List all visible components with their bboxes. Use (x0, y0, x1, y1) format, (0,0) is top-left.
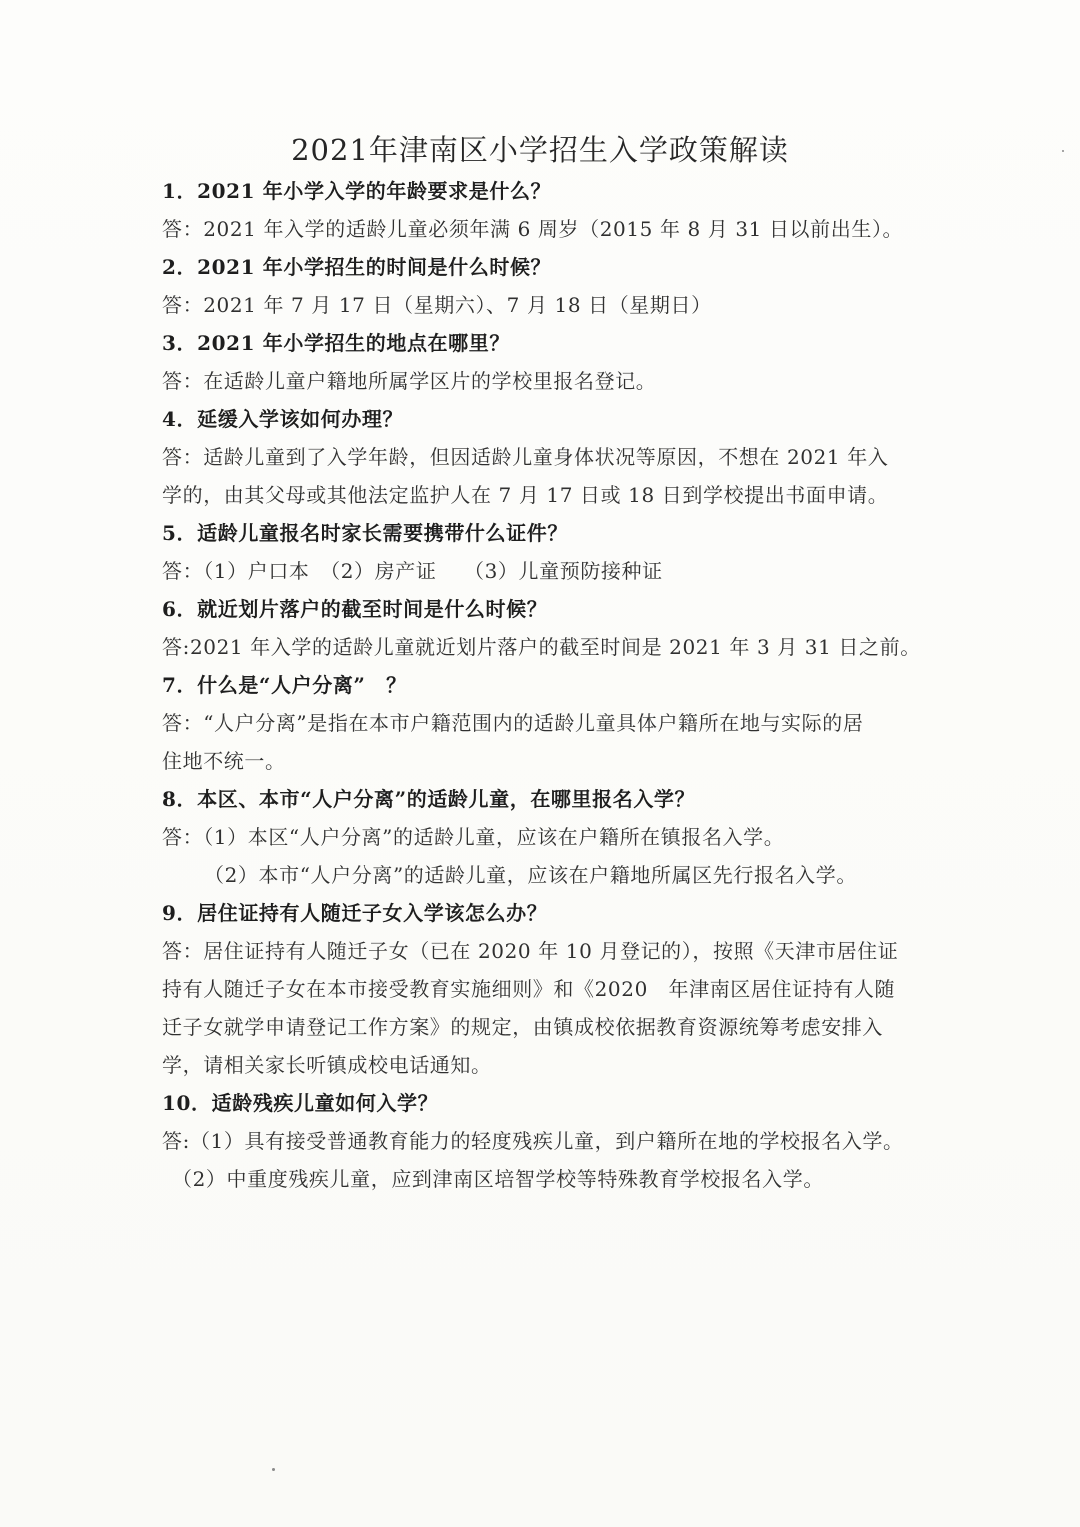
answer-7-line-2: 住地不统一。 (162, 749, 286, 773)
answer-4-line-1: 答：适龄儿童到了入学年龄，但因适龄儿童身体状况等原因，不想在 2021 年入 (162, 445, 889, 469)
scan-speck (272, 1468, 275, 1471)
answer-8-line-1: 答：（1）本区“人户分离”的适龄儿童，应该在户籍所在镇报名入学。 (162, 825, 785, 849)
answer-1: 答：2021 年入学的适龄儿童必须年满 6 周岁（2015 年 8 月 31 日以前出生）。 (162, 217, 904, 241)
answer-9-line-4: 学，请相关家长听镇成校电话通知。 (162, 1053, 492, 1077)
answer-9-line-2: 持有人随迁子女在本市接受教育实施细则》和《2020 年津南区居住证持有人随 (162, 977, 896, 1001)
answer-10-line-1: 答:（1）具有接受普通教育能力的轻度残疾儿童，到户籍所在地的学校报名入学。 (162, 1129, 904, 1153)
question-8: 8．本区、本市“人户分离”的适龄儿童，在哪里报名入学？ (162, 787, 696, 811)
question-1: 1．2021 年小学入学的年龄要求是什么？ (162, 179, 552, 203)
question-3: 3．2021 年小学招生的地点在哪里？ (162, 331, 510, 355)
question-7: 7．什么是“人户分离” ？ (162, 673, 407, 697)
question-6: 6．就近划片落户的截至时间是什么时候？ (162, 597, 548, 621)
answer-4-line-2: 学的，由其父母或其他法定监护人在 7 月 17 日或 18 日到学校提出书面申请。 (162, 483, 889, 507)
document-body (162, 172, 922, 1198)
question-4: 4．延缓入学该如何办理？ (162, 407, 404, 431)
answer-9-line-3: 迁子女就学申请登记工作方案》的规定，由镇成校依据教育资源统筹考虑安排入 (162, 1015, 883, 1039)
answer-8-line-2: （2）本市“人户分离”的适龄儿童，应该在户籍地所属区先行报名入学。 (204, 863, 857, 887)
answer-5: 答：（1）户口本 （2）房产证 （3）儿童预防接种证 (162, 559, 663, 583)
question-5: 5．适龄儿童报名时家长需要携带什么证件？ (162, 521, 568, 545)
answer-7-line-1: 答：“人户分离”是指在本市户籍范围内的适龄儿童具体户籍所在地与实际的居 (162, 711, 864, 735)
question-10: 10．适龄残疾儿童如何入学？ (162, 1091, 439, 1115)
answer-9-line-1: 答：居住证持有人随迁子女（已在 2020 年 10 月登记的），按照《天津市居住证 (162, 939, 899, 963)
question-2: 2．2021 年小学招生的时间是什么时候？ (162, 255, 552, 279)
answer-2: 答：2021 年 7 月 17 日（星期六）、7 月 18 日（星期日） (162, 293, 712, 317)
question-9: 9．居住证持有人随迁子女入学该怎么办？ (162, 901, 548, 925)
document-title: 2021年津南区小学招生入学政策解读 (291, 133, 789, 167)
answer-3: 答：在适龄儿童户籍地所属学区片的学校里报名登记。 (162, 369, 657, 393)
scan-speck (1062, 150, 1064, 152)
answer-10-line-2: （2）中重度残疾儿童，应到津南区培智学校等特殊教育学校报名入学。 (172, 1167, 824, 1191)
answer-6: 答:2021 年入学的适龄儿童就近划片落户的截至时间是 2021 年 3 月 31 日之前。 (162, 635, 921, 659)
